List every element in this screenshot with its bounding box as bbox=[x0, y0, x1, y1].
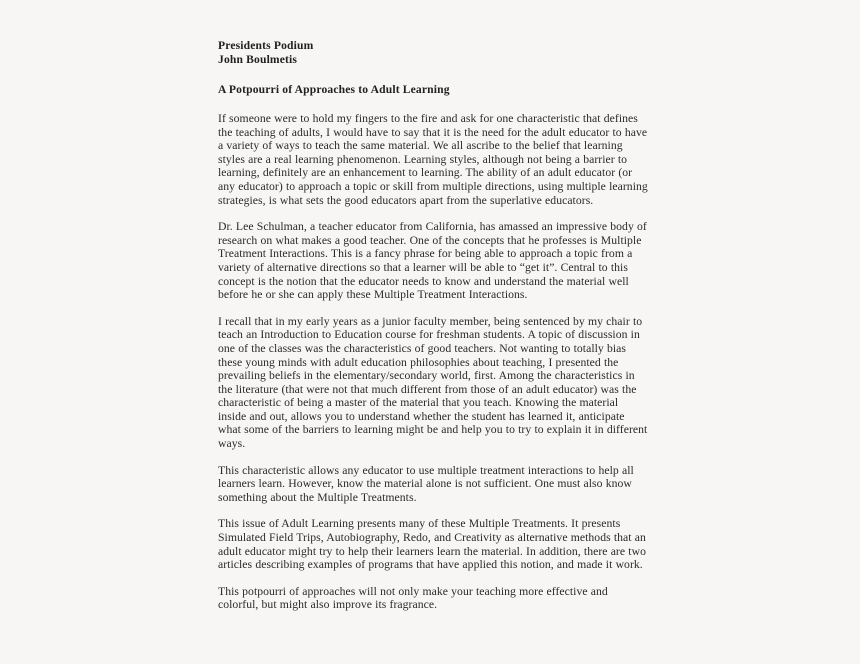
body-paragraph: This issue of Adult Learning presents many of these Multiple Treatments. It presents Simulated Field Trips, Autobiography, Redo, and Creativity as alternative methods that an adult educator might try to help their learners learn the material. In addition, there are two articles describing examples of programs that have applied this notion, and made it work. bbox=[218, 517, 646, 572]
body-paragraph: Dr. Lee Schulman, a teacher educator from California, has amassed an impressive body of research on what makes a good teacher. One of the concepts that he professes is Multiple Treatment Interactions. This is a fancy phrase for being able to approach a topic from a variety of alternative directions so that a learner will be able to “get it”. Central to this concept is the notion that the educator needs to know and understand the material well before he or she can apply these Multiple Treatment Interactions. bbox=[218, 220, 647, 302]
article-title: A Potpourri of Approaches to Adult Learning bbox=[218, 83, 450, 96]
body-paragraph: This potpourri of approaches will not only make your teaching more effective and colorful, but might also improve its fragrance. bbox=[218, 584, 608, 612]
column-title: Presidents Podium bbox=[218, 39, 314, 52]
body-paragraph: This characteristic allows any educator to use multiple treatment interactions to help all learners learn. However, know the material alone is not sufficient. One must also know something about the Multiple Treatments. bbox=[218, 463, 634, 504]
body-paragraph: I recall that in my early years as a junior faculty member, being sentenced by my chair to teach an Introduction to Education course for freshman students. A topic of discussion in one of the classes was the characteristics of good teachers. Not wanting to totally bias these young minds with adult education philosophies about teaching, I presented the prevailing beliefs in the elementary/secondary world, first. Among the characteristics in the literature (that were not that much different from those of an adult educator) was the characteristic of being a master of the material that you teach. Knowing the material inside and out, allows you to understand whether the student has learned it, anticipate what some of the barriers to learning might be and help you to try to explain it in different ways. bbox=[218, 314, 648, 451]
body-paragraph: If someone were to hold my fingers to the fire and ask for one characteristic that defines the teaching of adults, I would have to say that it is the need for the adult educator to have a variety of ways to teach the same material. We all ascribe to the belief that learning styles are a real learning phenomenon. Learning styles, although not being a barrier to learning, definitely are an enhancement to learning. The ability of an adult educator (or any educator) to approach a topic or skill from multiple directions, using multiple learning strategies, is what sets the good educators apart from the superlative educators. bbox=[218, 112, 648, 207]
column-byline bbox=[218, 39, 648, 67]
author-name: John Boulmetis bbox=[218, 53, 298, 66]
document-text-column bbox=[218, 39, 648, 612]
